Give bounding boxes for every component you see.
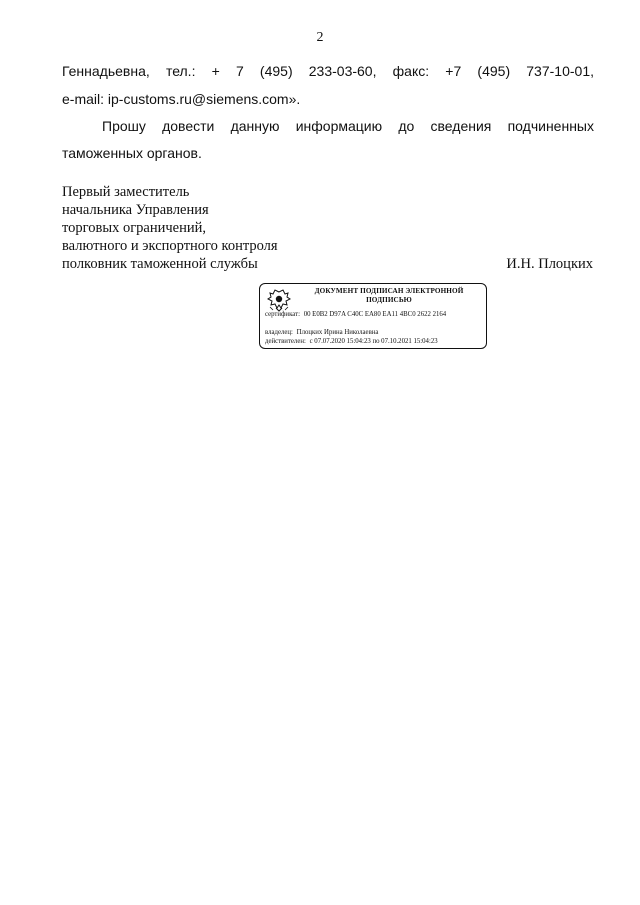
signatory-name: И.Н. Плоцких [506, 256, 593, 272]
validity-label: действителен: [265, 338, 306, 345]
signatory-title-line: торговых ограничений, [62, 220, 206, 236]
paragraph1-line2: e-mail: ip-customs.ru@siemens.com». [62, 91, 301, 107]
stamp-title-line2: ПОДПИСЬЮ [366, 296, 412, 304]
signatory-title-line: начальника Управления [62, 202, 209, 218]
paragraph1-line1: Геннадьевна, тел.: + 7 (495) 233-03-60, факс: +7 (495) 737-10-01, [62, 63, 594, 79]
stamp-title-line1: ДОКУМЕНТ ПОДПИСАН ЭЛЕКТРОННОЙ [314, 287, 464, 295]
certificate-label: сертификат: [265, 311, 300, 318]
paragraph2-line1: Прошу довести данную информацию до сведения подчиненных [102, 118, 594, 134]
stamp-owner [265, 329, 378, 338]
signatory-title-line: Первый заместитель [62, 184, 190, 200]
signatory-title [62, 183, 278, 273]
page-number: 2 [316, 30, 324, 45]
owner-value: Плоцких Ирина Николаевна [296, 329, 379, 336]
stamp-title [294, 287, 484, 305]
paragraph2-line2: таможенных органов. [62, 145, 202, 161]
signatory-title-line: валютного и экспортного контроля [62, 238, 278, 254]
owner-label: владелец: [265, 329, 293, 336]
electronic-signature-stamp [259, 283, 487, 349]
stamp-validity [265, 338, 438, 347]
validity-value: с 07.07.2020 15:04:23 по 07.10.2021 15:04:23 [309, 338, 438, 345]
stamp-certificate [265, 311, 483, 320]
customs-emblem-icon [266, 288, 292, 312]
certificate-value: 00 E0B2 D97A C40C EA80 EA11 4BC0 2622 2164 [303, 311, 447, 318]
signatory-title-line: полковник таможенной службы [62, 256, 258, 272]
